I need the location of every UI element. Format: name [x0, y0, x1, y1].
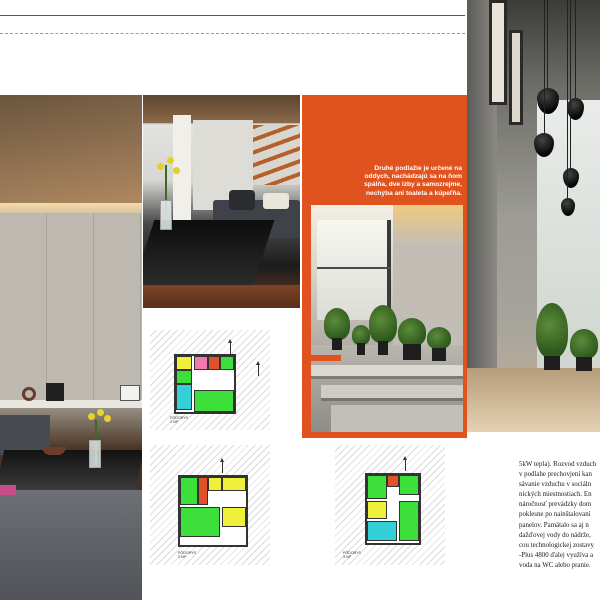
vase	[89, 440, 101, 468]
coffee-table	[143, 220, 274, 290]
plan-room	[367, 521, 397, 541]
text-line: dažďovej vody do nádrže,	[519, 531, 591, 539]
concrete-wall	[0, 213, 142, 408]
light-strip	[0, 203, 142, 213]
text-line: cou technologickej zostavy	[519, 541, 595, 549]
vase	[160, 200, 172, 230]
cushion	[229, 190, 255, 210]
shelf	[0, 400, 142, 408]
plan-room	[367, 475, 387, 499]
plan-room	[180, 477, 198, 505]
caption-line: nechýba ani toaleta a kúpeľňa.	[366, 189, 462, 197]
plan-room	[399, 501, 419, 541]
plan-room	[367, 501, 387, 519]
stair-step	[311, 365, 463, 379]
wall-picture	[509, 30, 523, 125]
floor-plan-1	[150, 330, 270, 430]
flower	[167, 157, 174, 164]
lamp-cord	[575, 0, 576, 100]
plan-room	[387, 475, 399, 487]
dashed-rule	[0, 33, 465, 34]
caption-line: spálňa, dve izby a samozrejme,	[364, 181, 462, 189]
text-line: panelov. Pamätalo sa aj n	[519, 521, 589, 529]
stairs	[253, 125, 300, 185]
flower	[173, 167, 180, 174]
plant	[369, 300, 397, 355]
plant	[426, 323, 452, 361]
stair-step	[321, 385, 463, 401]
window-frame	[317, 267, 391, 269]
sofa	[0, 490, 142, 600]
north-arrow	[230, 342, 231, 354]
plan-room	[222, 477, 246, 491]
plan-room	[208, 477, 222, 491]
plant	[351, 320, 371, 355]
floor	[467, 368, 600, 432]
wood-ceiling	[143, 95, 300, 123]
plant	[397, 315, 427, 360]
plan-room	[208, 356, 220, 370]
flower	[157, 163, 164, 170]
flower	[104, 415, 111, 422]
text-line: náročnosť prevádzky dom	[519, 501, 592, 509]
text-line: sávanie vzduchu v sociáln	[519, 481, 592, 489]
text-line: poklesne po nainštalovaní	[519, 511, 591, 519]
plan-label: PÔDORYS 3.NP	[343, 551, 361, 559]
plant	[535, 300, 569, 370]
wood-ceiling	[0, 95, 142, 207]
stair-step	[331, 405, 463, 432]
plan-room	[194, 390, 234, 412]
plant	[323, 305, 351, 350]
photo-living-room	[0, 95, 142, 600]
photo-hallway	[311, 205, 463, 432]
text-line: -Plus 4800 ďalej využíva a	[519, 551, 594, 559]
text-line: v podlahe prechovjení kan	[519, 471, 592, 479]
photo-caption	[328, 165, 462, 198]
coffee-table	[0, 450, 142, 490]
lamp-cord	[544, 0, 545, 135]
photo-staircase-pendants	[467, 0, 600, 432]
plan-room	[176, 370, 192, 384]
lamp-cord	[547, 0, 548, 90]
wood-floor	[143, 285, 300, 308]
photo-living-detail	[143, 95, 300, 308]
wall-light	[393, 205, 463, 245]
flower	[88, 413, 95, 420]
plan-room	[222, 507, 246, 527]
flower	[97, 409, 104, 416]
plan-room	[399, 475, 419, 495]
plan-label: PÔDORYS 1.NP	[170, 416, 188, 424]
north-arrow	[405, 459, 406, 471]
plan-room	[180, 507, 220, 537]
plant	[569, 325, 599, 371]
pillow	[0, 485, 16, 495]
decor-ring	[22, 387, 36, 401]
article-body-text	[519, 460, 600, 571]
caption-line: Druhé podlažie je určené na	[374, 165, 462, 172]
text-line: nických miestnostiach. En	[519, 491, 592, 499]
floor-plan-2	[150, 445, 270, 565]
top-rule	[0, 15, 465, 16]
speaker	[46, 383, 64, 401]
plan-room	[220, 356, 234, 370]
plan-room	[194, 356, 208, 370]
cushion	[263, 193, 289, 209]
text-line: 5kW tepla). Rozvod vzduch	[519, 461, 597, 468]
lamp-cord	[570, 0, 571, 170]
orange-edge	[311, 355, 341, 361]
north-arrow	[258, 364, 259, 376]
plan-room	[198, 477, 208, 505]
plan-label: PÔDORYS 2.NP	[178, 551, 196, 559]
text-line: voda na WC alebo pranie.	[519, 561, 591, 569]
wall-picture	[489, 0, 507, 105]
plan-room	[176, 384, 192, 410]
tv-screen	[120, 385, 140, 401]
floor-plan-3	[335, 445, 445, 565]
lamp-cord	[567, 0, 568, 200]
caption-line: oddych, nachádzajú sa na ňom	[364, 173, 462, 181]
north-arrow	[222, 461, 223, 473]
plan-room	[176, 356, 192, 370]
